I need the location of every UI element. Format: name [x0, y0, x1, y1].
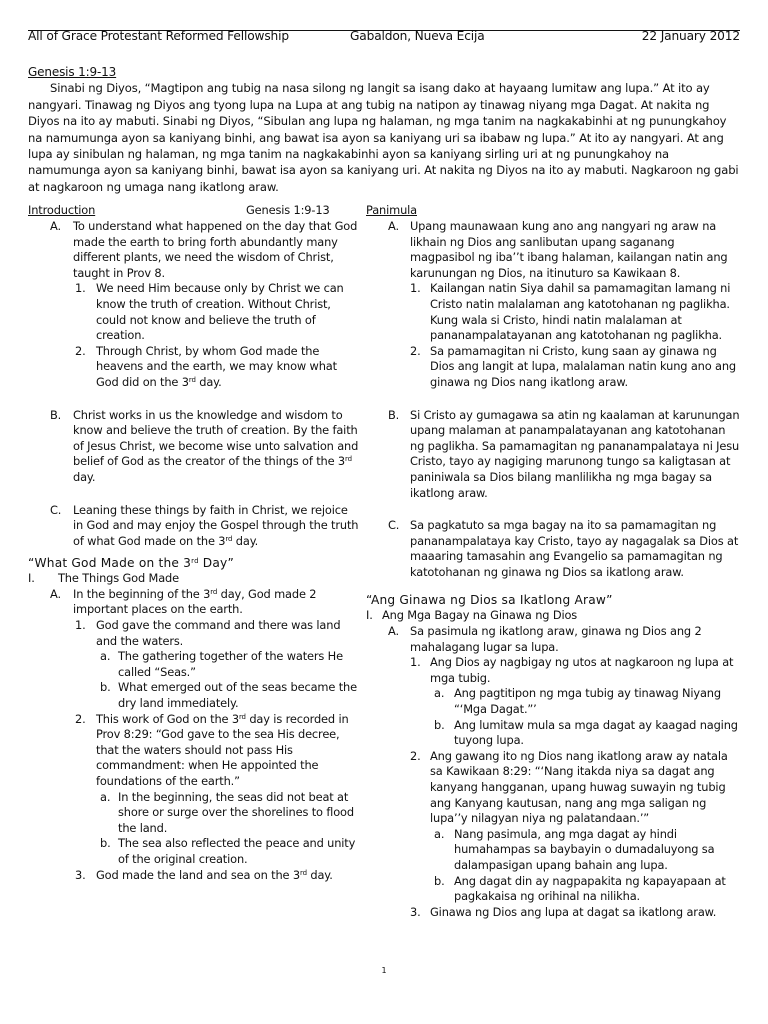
item-text: In the beginning, the seas did not beat at shore or surge over the shorelines to flood the land. [118, 789, 354, 835]
item-text: The Things God Made [58, 571, 179, 586]
item-marker: A. [388, 219, 399, 233]
ordinal-suffix: rd [188, 375, 196, 384]
item-text-end: day is recorded in Prov 8:29: “God gave to the sea His decree, that the waters should not pass His commandment: when He appointed the foundations of the earth.” [96, 711, 349, 788]
ordinal-suffix: rd [225, 534, 233, 543]
page-header [28, 28, 740, 43]
item-text: Leaning these things by faith in Christ, we rejoice in God and may enjoy the Gospel through the truth of what God made on the 3 [73, 502, 359, 548]
item-text: Sa pagkatuto sa mga bagay na ito sa pamamagitan ng pananampalataya kay Cristo, tayo ay nagagalak sa Dios at maaaring tamasahin ang Evangelio sa pamamagitan ng katotohanan ng ginawa ng Dios sa ikatlong araw. [410, 518, 739, 579]
item-text: Christ works in us the knowledge and wisdom to know and believe the truth of creation. By the faith of Jesus Christ, we become wise unto salvation and belief of God as the creator of the things of the 3 [73, 407, 359, 469]
church-name: All of Grace Protestant Reformed Fellowship [28, 29, 289, 43]
outline-item [28, 712, 360, 790]
item-text: God made the land and sea on the 3 [96, 867, 300, 882]
item-text-end: day, God made 2 important places on the earth. [73, 586, 317, 617]
item-marker: C. [388, 518, 400, 533]
item-text: Ginawa ng Dios ang lupa at dagat sa ikatlong araw. [430, 904, 717, 919]
item-marker: b. [434, 873, 445, 888]
item-marker: a. [100, 789, 111, 804]
outline-item [366, 624, 742, 655]
item-text: Ang Mga Bagay na Ginawa ng Dios [382, 608, 578, 623]
item-text: What emerged out of the seas became the dry land immediately. [118, 680, 357, 711]
item-marker: C. [50, 502, 62, 517]
item-text: We need Him because only by Christ we can know the truth of creation. Without Christ, could not know and believe the truth of creation. [96, 281, 344, 343]
item-text: The gathering together of the waters He called “Seas.” [118, 649, 343, 679]
item-marker: a. [434, 826, 445, 841]
item-text: Ang pagtitipon ng mga tubig ay tinawag Niyang “‘Mga Dagat.”’ [454, 686, 721, 717]
item-marker: 2. [410, 748, 421, 763]
outline-item [28, 680, 360, 711]
item-text: Upang maunawaan kung ano ang nangyari ng araw na likhain ng Dios ang sanlibutan upang saganang magpasibol ng iba’’t ibang halaman, kailangan natin ang karunungan ng Dios, na itinuturo sa Kawikaan 8. [410, 219, 728, 280]
sermon-title: “What God Made on the 3rd Day” [28, 556, 234, 571]
scripture-text: Sinabi ng Diyos, “Magtipon ang tubig na nasa silong ng langit sa isang dako at hayaang lumitaw ang lupa.” At ito ay nangyari. Tinawag ng Diyos ang tyong lupa na Lupa at ang tubig na natipon ay tinawag niyang mga Dagat. At nakita ng Diyos na ito ay mabuti. Sinabi ng Diyos, “Sibulan ang lupa ng halaman, ng mga tanim na nagkakabinhi at ng punungkahoy na namumunga ayon sa kaniyang binhi, ang bawat isa ayon sa kaniyang uri sa ibabaw ng lupa.” At ito ay nangyari. At ang lupa ay sinibulan ng halaman, ng mga tanim na nagkakabinhi ayon sa kaniyang sirling uri at ng punungkahoy na namumunga ayon sa kaniyang binhi, bawat isa ayon sa kaniyang uri. At nakita ng Diyos na ito ay mabuti. Nagkaroon ng gabi at nagkaroon ng umaga nang ikatlong araw. [28, 81, 739, 194]
item-marker: 3. [75, 867, 86, 882]
introduction-heading [28, 203, 360, 219]
item-text: This work of God on the 3 [96, 711, 239, 726]
item-text-end: day. [195, 374, 222, 389]
item-text: Ang lumitaw mula sa mga dagat ay kaagad naging tuyong lupa. [454, 717, 738, 748]
outline-item [366, 686, 742, 717]
outline-item [28, 836, 360, 867]
item-marker: B. [50, 407, 62, 422]
introduction-reference: Genesis 1:9-13 [246, 203, 330, 217]
date: 22 January 2012 [641, 29, 740, 43]
item-marker: B. [388, 407, 400, 422]
item-marker: a. [434, 686, 445, 701]
item-text: Ang gawang ito ng Dios nang ikatlong araw ay natala sa Kawikaan 8:29: “‘Nang itakda niya sa dagat ang kanyang hangganan, upang huwag suwayin ng tubig ang Kanyang kautusan, nang ang mga saligan ng lupa’’y nilagyan niya ng palatandaan.’” [430, 748, 728, 826]
outline-item [366, 874, 742, 905]
tagalog-outline [366, 203, 742, 920]
page-number: 1 [381, 966, 387, 975]
item-text: Ang Dios ay nagbigay ng utos at nagkaroon ng lupa at mga tubig. [430, 655, 734, 685]
item-text: Nang pasimula, ang mga dagat ay hindi humahampas sa baybayin o dumadaluyong sa dalampasigan upang bahain ang lupa. [454, 826, 715, 872]
outline-item [28, 571, 360, 587]
item-text: Sa pasimula ng ikatlong araw, ginawa ng Dios ang 2 mahalagang lugar sa lupa. [410, 624, 702, 654]
outline-item [366, 608, 742, 624]
ordinal-suffix: rd [345, 455, 352, 464]
outline-item [366, 655, 742, 686]
english-outline [28, 203, 360, 883]
introduction-label: Introduction [28, 203, 96, 217]
outline-item [28, 587, 360, 618]
item-marker: I. [366, 608, 373, 623]
outline-item [366, 219, 742, 281]
outline-item [28, 790, 360, 837]
outline-item [366, 905, 742, 921]
item-text: Kailangan natin Siya dahil sa pamamagitan lamang ni Cristo natin malalaman ang katotohanan ng paglikha. Kung wala si Cristo, hindi natin malalaman at pananampalatayanan ang katotohanan ng paglikha. [430, 281, 731, 343]
outline-item [366, 827, 742, 874]
scripture-passage [28, 64, 742, 195]
item-text: Si Cristo ay gumagawa sa atin ng kaalaman at karunungan upang malaman at panampalatayanan ang katotohanan ng paglikha. Sa pamamagitan ng pananampalataya ni Jesu Cristo, tayo ay nagiging marunong tungo sa kaligtasan at paniniwala sa Dios bilang manlilikha ng mga bagay sa ikatlong araw. [410, 407, 740, 500]
item-marker: 2. [410, 343, 421, 358]
item-text-end: day. [73, 469, 96, 484]
item-text-end: day. [232, 533, 259, 548]
location: Gabaldon, Nueva Ecija [350, 29, 485, 43]
outline-item [28, 344, 360, 391]
item-marker: 1. [75, 618, 86, 633]
outline-item [366, 408, 742, 502]
item-text: God gave the command and there was land and the waters. [96, 618, 341, 648]
item-marker: 1. [75, 281, 86, 296]
item-marker: I. [28, 571, 35, 586]
outline-item [366, 518, 742, 580]
outline-item [28, 649, 360, 680]
outline-item [366, 344, 742, 391]
item-text: Through Christ, by whom God made the heavens and the earth, we may know what God did on the 3 [96, 343, 337, 389]
item-marker: b. [434, 717, 445, 732]
outline-item [28, 503, 360, 550]
item-marker: 3. [410, 904, 421, 919]
panimula-label: Panimula [366, 203, 417, 217]
outline-item [28, 219, 360, 281]
ordinal-suffix: rd [299, 868, 307, 877]
sermon-title-tagalog: “Ang Ginawa ng Dios sa Ikatlong Araw” [366, 593, 613, 608]
item-text-end: day. [306, 867, 333, 882]
ordinal-suffix: rd [210, 587, 218, 596]
outline-item [28, 868, 360, 884]
item-marker: b. [100, 836, 111, 851]
item-marker: a. [100, 649, 111, 664]
item-marker: 1. [410, 655, 421, 670]
outline-item [28, 618, 360, 649]
item-text: Ang dagat din ay nagpapakita ng kapayapaan at pagkakaisa ng orihinal na nilikha. [454, 873, 726, 904]
item-marker: A. [50, 586, 61, 601]
outline-item [28, 281, 360, 343]
item-marker: 2. [75, 343, 86, 358]
ordinal-suffix: rd [238, 712, 246, 721]
item-marker: b. [100, 680, 111, 695]
item-marker: 1. [410, 281, 421, 296]
outline-item [28, 408, 360, 486]
item-marker: A. [50, 219, 61, 233]
item-text: The sea also reflected the peace and unity of the original creation. [118, 836, 356, 866]
item-text: To understand what happened on the day that God made the earth to bring forth abundantly many different plants, we need the wisdom of Christ, taught in Prov 8. [73, 219, 358, 280]
item-marker: 2. [75, 711, 86, 726]
scripture-reference: Genesis 1:9-13 [28, 65, 117, 79]
item-marker: A. [388, 624, 399, 639]
panimula-heading [366, 203, 742, 219]
ordinal-suffix: rd [191, 557, 199, 566]
item-text: Sa pamamagitan ni Cristo, kung saan ay ginawa ng Dios ang langit at lupa, malalaman natin kung ano ang ginawa ng Dios nang ikatlong araw. [430, 343, 737, 389]
outline-item [366, 281, 742, 343]
outline-item [366, 749, 742, 827]
item-text: In the beginning of the 3 [73, 586, 211, 601]
outline-item [366, 718, 742, 749]
